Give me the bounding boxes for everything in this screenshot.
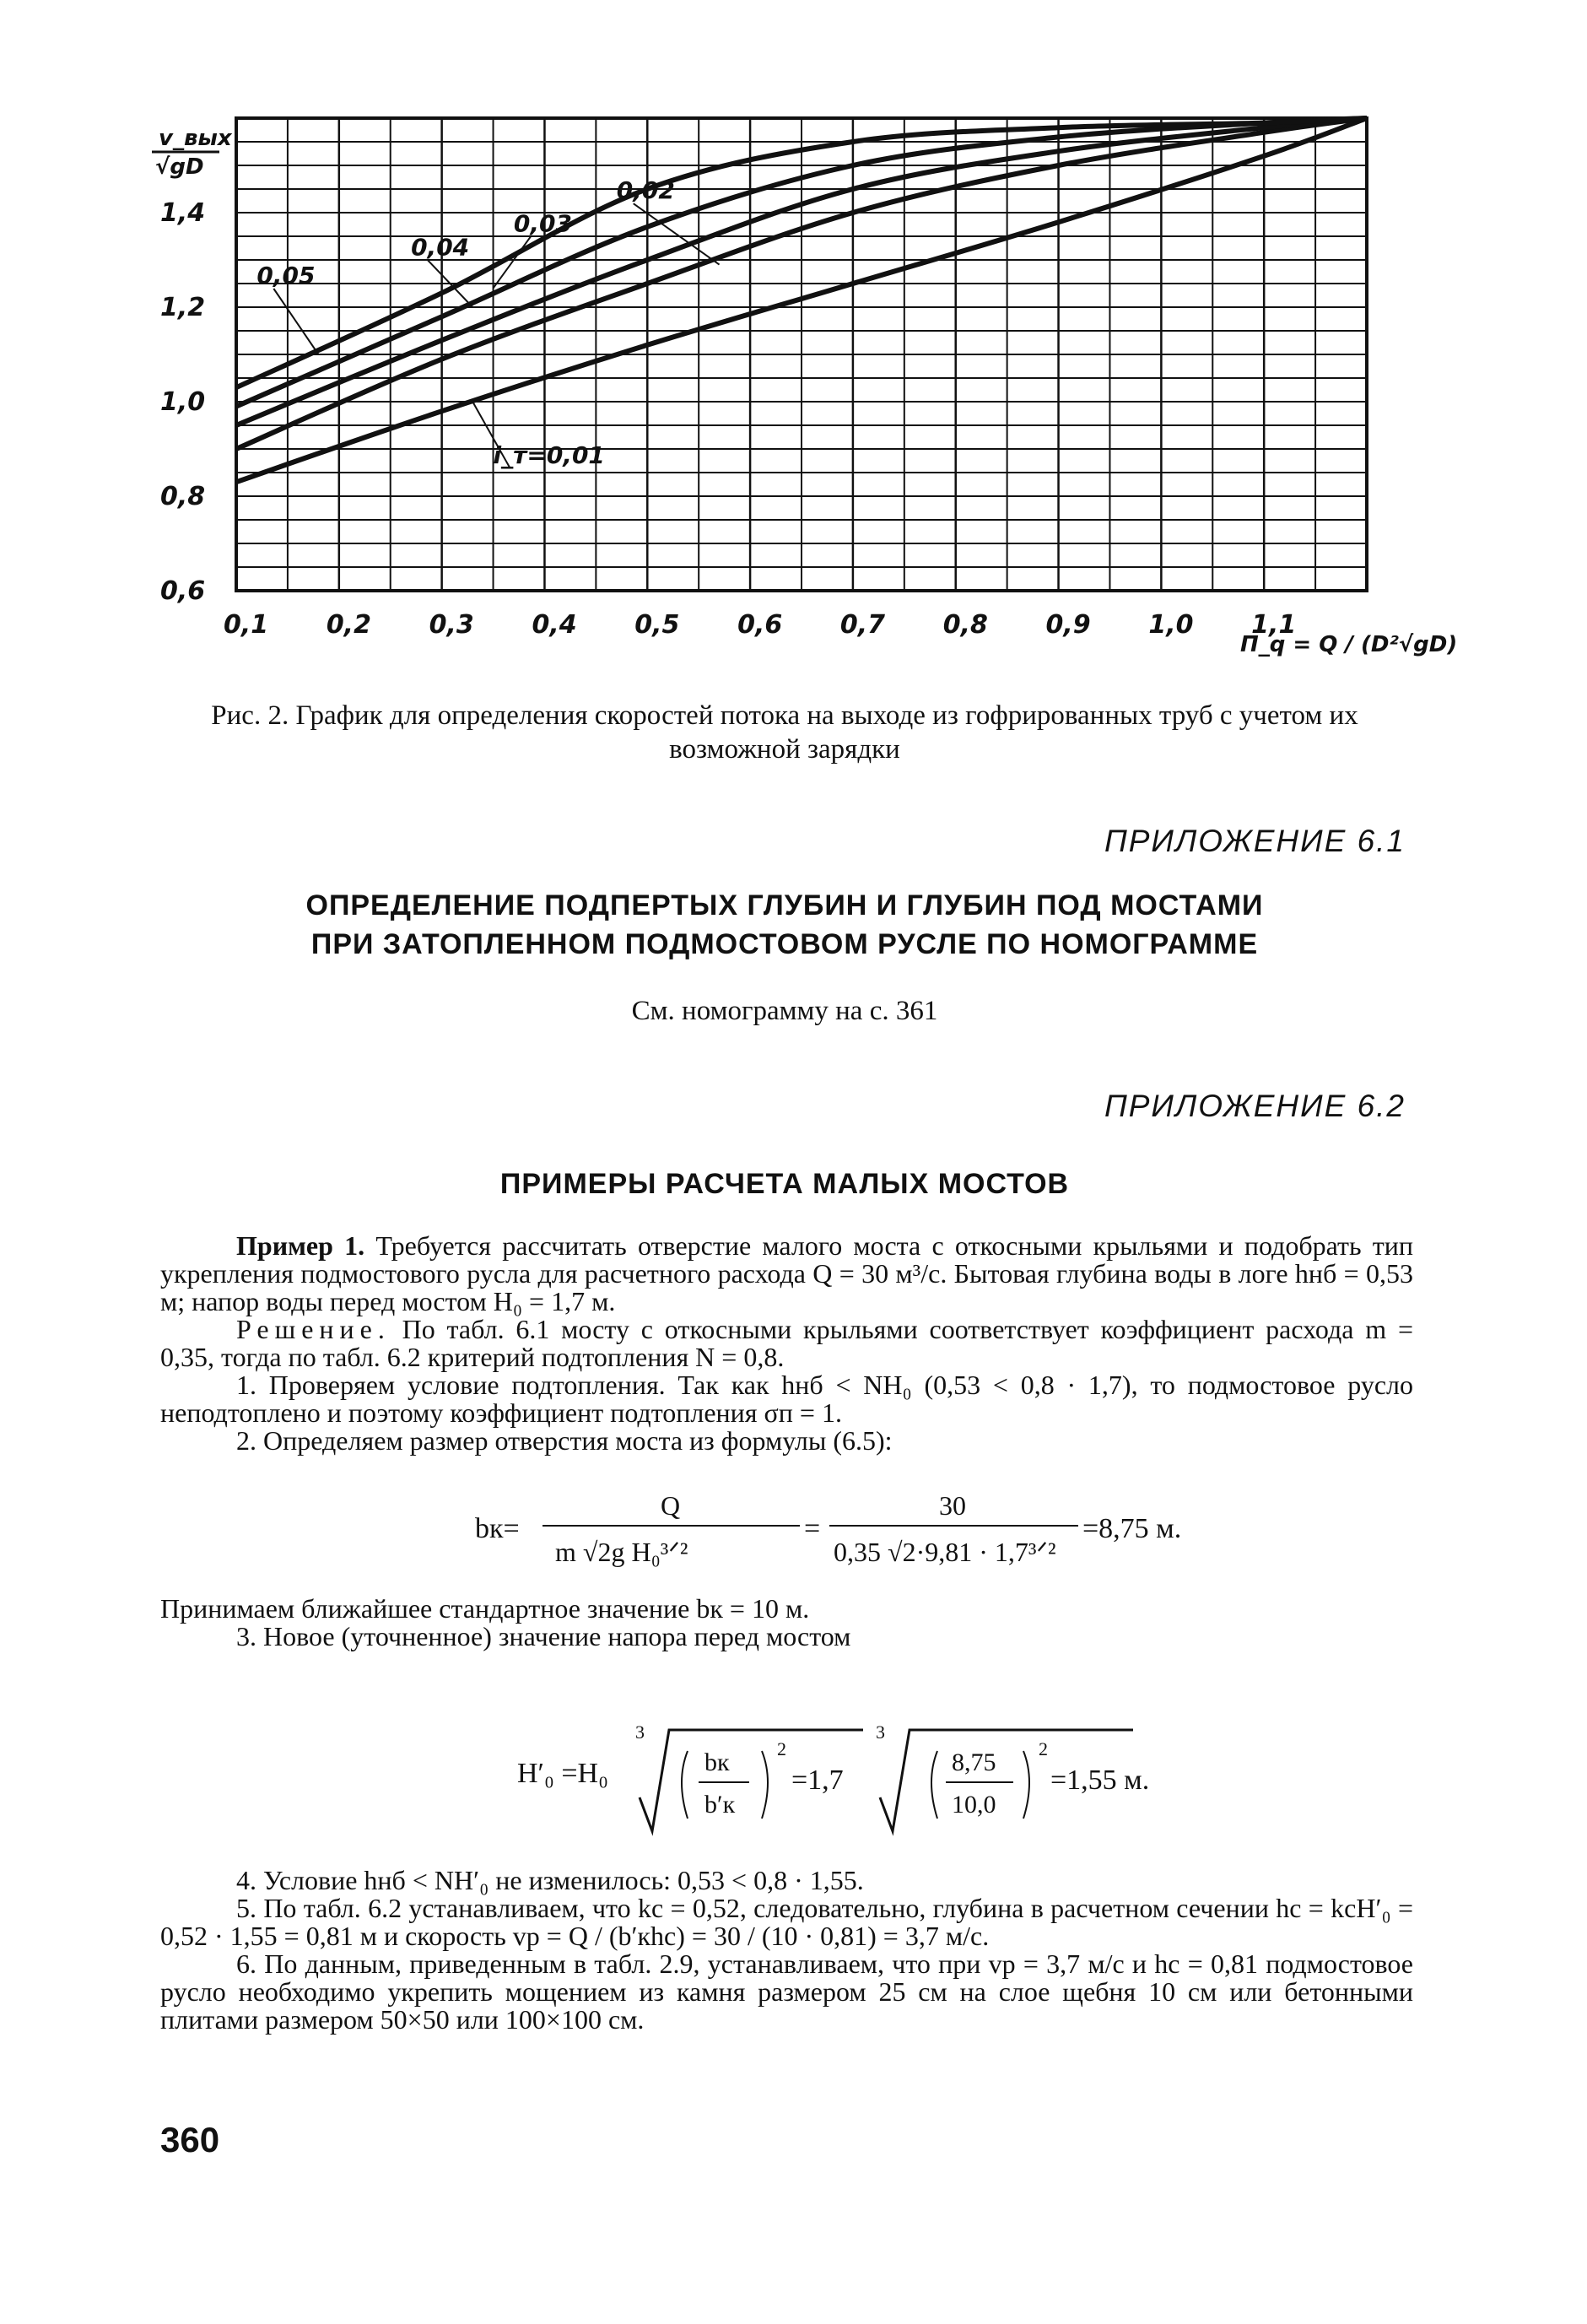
formula2-numerator1: bк: [704, 1748, 730, 1776]
svg-text:3: 3: [875, 1721, 885, 1743]
formula1-denominator2: 0,35 √2·9,81 · 1,7³ᐟ²: [833, 1537, 1056, 1567]
series-label: 0,04: [411, 233, 470, 262]
paragraph-9: 6. По данным, приведенным в табл. 2.9, устанавливаем, что при vр = 3,7 м/с и hс = 0,81 подмостовое русло необходимо укрепить мощением из камня размером 25 см на слое щебня 10 см или бетонными плитами размером 50×50 или 100×100 см.: [160, 1948, 1413, 2035]
series-label: 0,05: [256, 262, 316, 289]
y-axis-label-denominator: √gD: [155, 154, 204, 180]
formula-head: [160, 1705, 1413, 1856]
formula1-result: =8,75 м.: [1082, 1513, 1181, 1544]
x-tick-labels: [224, 610, 1296, 640]
formula1-lhs: bк=: [474, 1513, 520, 1544]
solution-word: Решение.: [236, 1314, 391, 1344]
example-text-top: [160, 1232, 1413, 1455]
appendix-6-1-title-line1: ОПРЕДЕЛЕНИЕ ПОДПЕРТЫХ ГЛУБИН И ГЛУБИН ПОД МОСТАМИ: [305, 889, 1264, 921]
paragraph-6: 3. Новое (уточненное) значение напора перед мостом: [236, 1621, 851, 1651]
formula2-result: =1,55 м.: [1050, 1765, 1149, 1796]
x-tick-label: 1,0: [1148, 610, 1194, 640]
series-label-leader: [273, 289, 318, 354]
y-tick-label: 0,6: [160, 576, 206, 606]
velocity-chart: [143, 118, 1458, 658]
y-tick-label: 0,8: [160, 482, 206, 511]
series-label: 0,03: [513, 209, 573, 238]
x-tick-label: 0,1: [224, 610, 269, 640]
x-tick-label: 0,6: [737, 610, 783, 640]
svg-text:2: 2: [776, 1738, 786, 1759]
x-tick-label: 1,1: [1251, 610, 1297, 640]
example-lead: Пример 1.: [236, 1230, 365, 1261]
y-axis-label: [152, 126, 233, 180]
y-tick-label: 1,0: [160, 387, 206, 417]
formula2-denominator1: b′к: [704, 1791, 735, 1819]
appendix-6-1-label: ПРИЛОЖЕНИЕ 6.1: [1104, 824, 1406, 858]
x-tick-label: 0,3: [429, 610, 474, 640]
paragraph-5: Принимаем ближайшее стандартное значение bк = 10 м.: [160, 1593, 810, 1624]
series-label: 0,02: [616, 176, 675, 205]
x-tick-label: 0,7: [839, 610, 886, 640]
paragraph-7: 4. Условие hнб < NH′₀ не изменилось: 0,53 < 0,8 · 1,55.: [236, 1865, 864, 1895]
paragraph-3: 1. Проверяем условие подтопления. Так как hнб < NH₀ (0,53 < 0,8 · 1,7), то подмостовое русло неподтоплено и поэтому коэффициент подтопления σп = 1.: [160, 1370, 1413, 1428]
page-number: 360: [160, 2120, 220, 2159]
x-tick-label: 0,9: [1045, 610, 1091, 640]
formula2-mid: =1,7: [791, 1765, 844, 1796]
x-tick-label: 0,4: [532, 610, 577, 640]
paragraph-8: 5. По табл. 6.2 устанавливаем, что kс = 0,52, следовательно, глубина в расчетном сечении hс = kсH′₀ = 0,52 · 1,55 = 0,81 м и скорость vр = Q / (b′кhс) = 30 / (10 · 0,81) = 3,7 м/с.: [160, 1893, 1413, 1951]
y-axis-label-numerator: v_вых: [159, 126, 232, 151]
figure-caption: Рис. 2. График для определения скоростей потока на выходе из гофрированных труб с учетом их возможной зарядки: [211, 700, 1358, 765]
svg-text:3: 3: [634, 1721, 645, 1743]
formula1-numerator1: Q: [660, 1490, 680, 1521]
x-tick-label: 0,2: [326, 610, 371, 640]
paragraph-4: 2. Определяем размер отверстия моста из формулы (6.5):: [236, 1425, 893, 1456]
formula2-denominator2: 10,0: [951, 1791, 996, 1819]
appendix-6-1-title: [160, 886, 1409, 964]
x-axis-label: Π_q = Q / (D²√gD): [1240, 632, 1458, 657]
x-tick-label: 0,8: [942, 610, 988, 640]
appendix-6-1-title-line2: ПРИ ЗАТОПЛЕННОМ ПОДМОСТОВОМ РУСЛЕ ПО НОМОГРАММЕ: [310, 928, 1259, 960]
paragraph-2: Решение. По табл. 6.1 мосту с откосными крыльями соответствует коэффициент расхода m = 0,35, тогда по табл. 6.2 критерий подтопления N = 0,8.: [160, 1314, 1413, 1372]
formula1-numerator2: 30: [938, 1490, 966, 1521]
example-text-mid: [160, 1595, 1413, 1651]
formula2-numerator2: 8,75: [951, 1748, 996, 1776]
paragraph-1: Пример 1. Требуется рассчитать отверстие малого моста с откосными крыльями и подобрать тип укрепления подмостового русла для расчетного расхода Q = 30 м³/с. Бытовая глубина воды в логе hнб = 0,53 м; напор воды перед мостом H₀ = 1,7 м.: [160, 1230, 1414, 1316]
svg-text:2: 2: [1038, 1738, 1048, 1759]
x-tick-label: 0,5: [634, 610, 680, 640]
formula1-denominator1: m √2g H₀³ᐟ²: [554, 1537, 688, 1567]
y-tick-label: 1,4: [160, 198, 206, 228]
svg-text:=: =: [803, 1513, 820, 1544]
appendix-6-2-title: ПРИМЕРЫ РАСЧЕТА МАЛЫХ МОСТОВ: [499, 1168, 1070, 1200]
appendix-6-2-label: ПРИЛОЖЕНИЕ 6.2: [1104, 1089, 1406, 1123]
formula2-lhs: H′₀ =H₀: [516, 1758, 608, 1789]
formula-opening-width: [160, 1485, 1413, 1586]
see-nomogram: См. номограмму на с. 361: [631, 996, 938, 1026]
series-label: i_т=0,01: [493, 440, 605, 469]
y-tick-labels: [160, 198, 205, 606]
y-tick-label: 1,2: [160, 293, 206, 322]
example-text-bottom: [160, 1867, 1413, 2034]
